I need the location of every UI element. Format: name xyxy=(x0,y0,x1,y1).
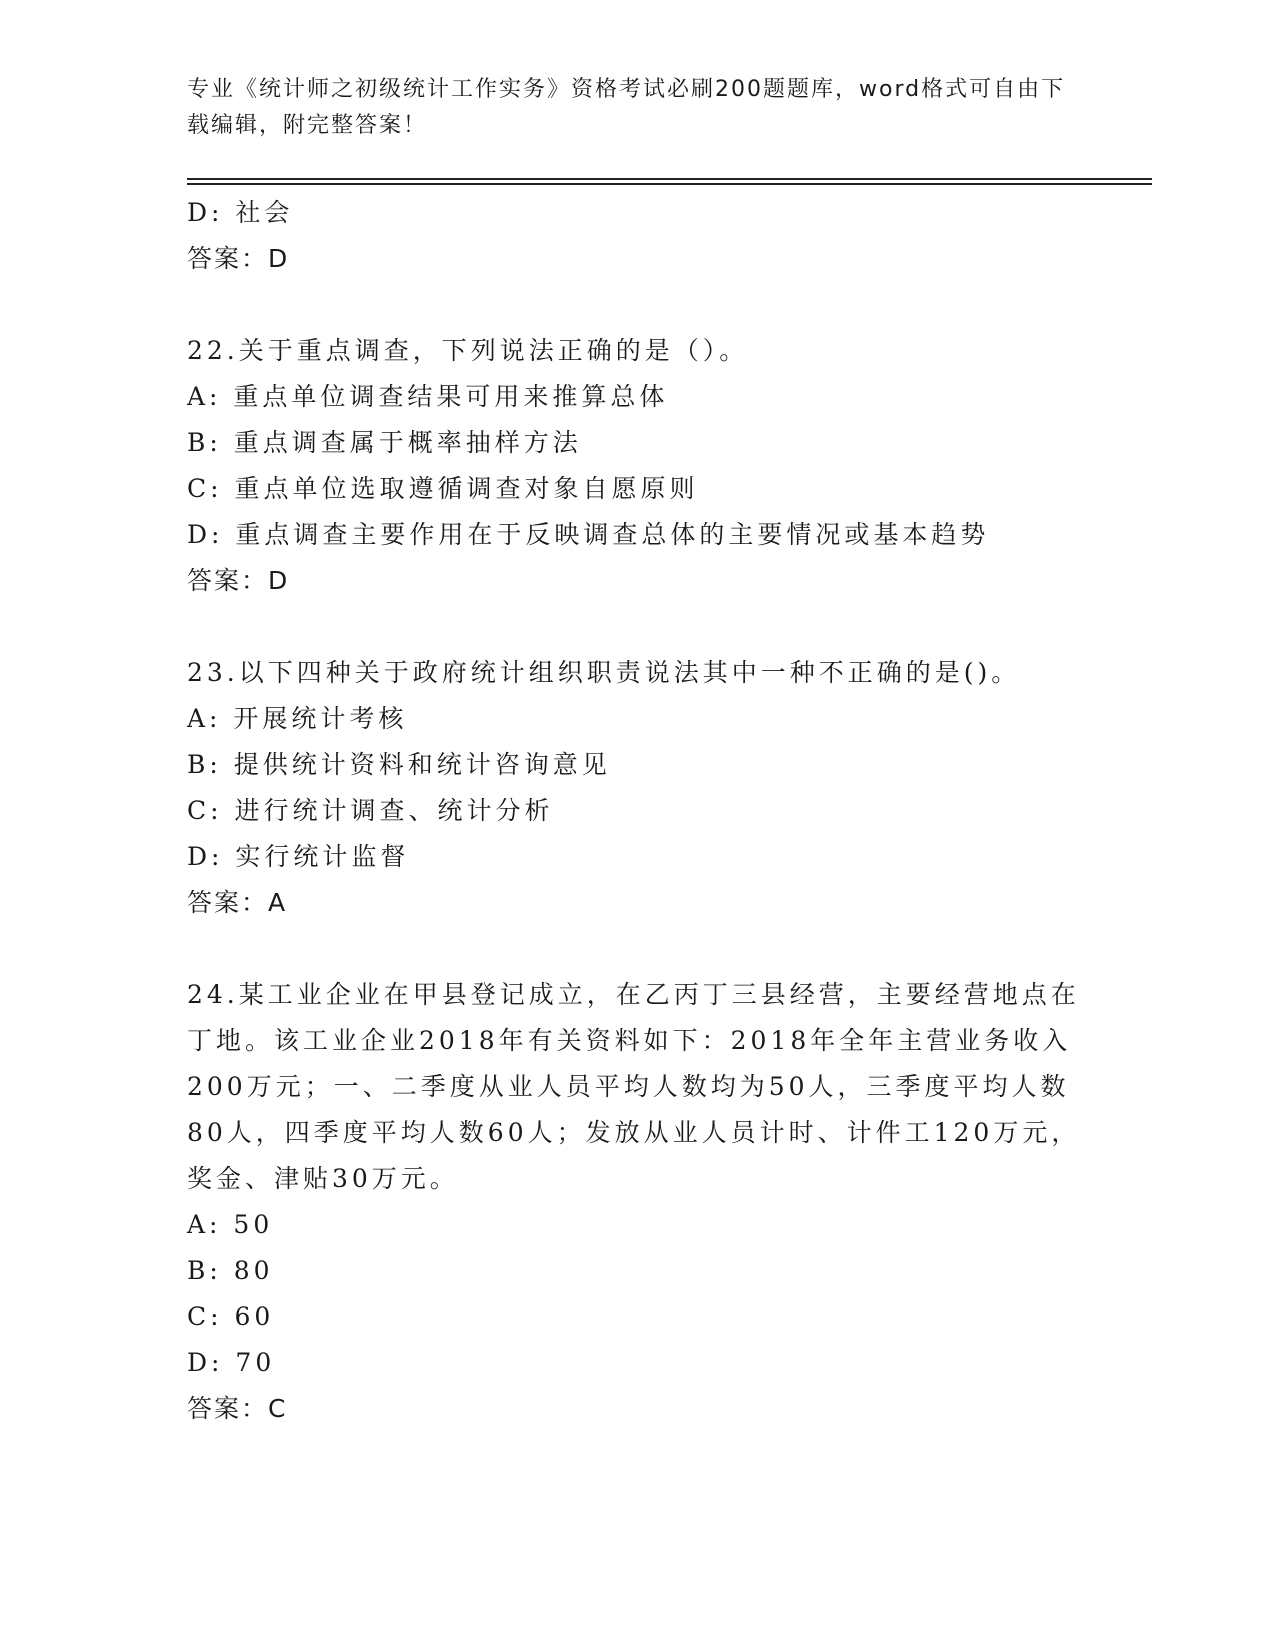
option-b: B: 重点调查属于概率抽样方法 xyxy=(187,428,582,457)
question-22 xyxy=(187,328,1087,604)
question-24 xyxy=(187,972,1087,1432)
option-a: A: 重点单位调查结果可用来推算总体 xyxy=(187,382,669,411)
question-content xyxy=(187,190,1087,1432)
prev-option-d: D: 社会 xyxy=(187,198,294,227)
option-d: D: 重点调查主要作用在于反映调查总体的主要情况或基本趋势 xyxy=(187,520,990,549)
answer: 答案：A xyxy=(187,888,288,917)
header-rule-bottom xyxy=(187,183,1152,185)
spacer xyxy=(187,604,1087,650)
option-b: B: 80 xyxy=(187,1256,274,1285)
option-a: A: 50 xyxy=(187,1210,274,1239)
option-d: D: 实行统计监督 xyxy=(187,842,410,871)
question-stem: 23.以下四种关于政府统计组织职责说法其中一种不正确的是()。 xyxy=(187,658,1021,687)
question-stem: 22.关于重点调查，下列说法正确的是（）。 xyxy=(187,336,749,365)
header-note: 专业《统计师之初级统计工作实务》资格考试必刷200题题库，word格式可自由下载编辑，附完整答案！ xyxy=(187,77,1066,138)
header-rule-top xyxy=(187,178,1152,180)
spacer xyxy=(187,282,1087,328)
prev-answer: 答案：D xyxy=(187,244,290,273)
option-b: B: 提供统计资料和统计咨询意见 xyxy=(187,750,611,779)
question-stem: 24.某工业企业在甲县登记成立，在乙丙丁三县经营，主要经营地点在丁地。该工业企业2018年有关资料如下：2018年全年主营业务收入200万元；一、二季度从业人员平均人数均为50人，三季度平均人数80人，四季度平均人数60人；发放从业人员计时、计件工120万元，奖金、津贴30万元。 xyxy=(187,980,1081,1193)
option-c: C: 重点单位选取遵循调查对象自愿原则 xyxy=(187,474,699,503)
question-23 xyxy=(187,650,1087,926)
answer: 答案：D xyxy=(187,566,290,595)
spacer xyxy=(187,926,1087,972)
option-c: C: 进行统计调查、统计分析 xyxy=(187,796,554,825)
answer: 答案：C xyxy=(187,1394,288,1423)
option-c: C: 60 xyxy=(187,1302,275,1331)
option-d: D: 70 xyxy=(187,1348,276,1377)
option-a: A: 开展统计考核 xyxy=(187,704,408,733)
